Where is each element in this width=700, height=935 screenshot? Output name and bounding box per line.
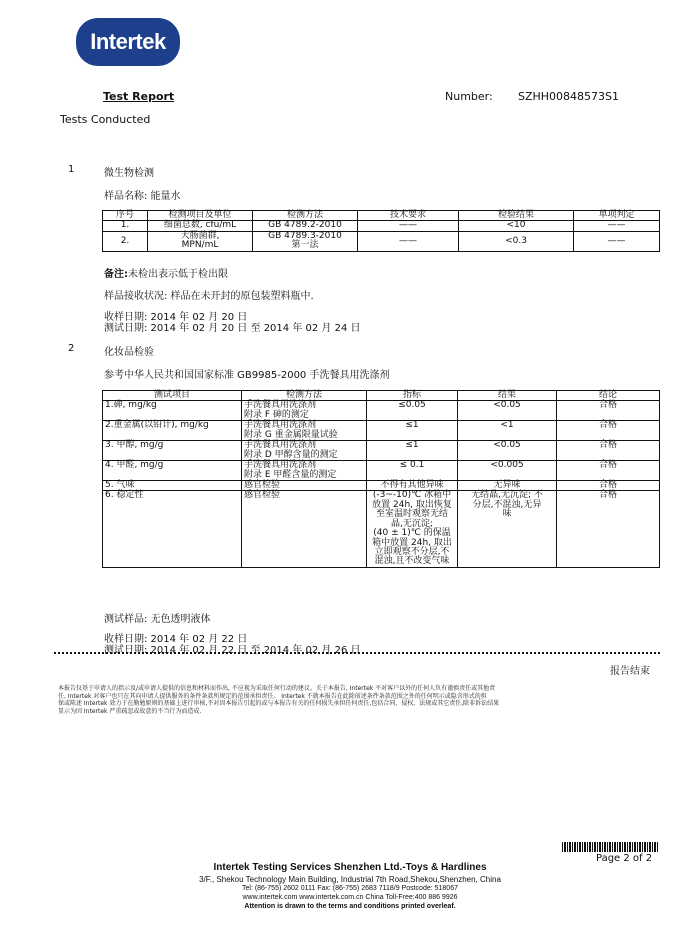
note-text: 未检出表示低于检出限 [128,269,228,280]
spec-line: 立即观察不分层,不 [374,547,450,557]
cell-spec: 不得有其他异味 [367,480,458,490]
col-method: 检测方法 [242,391,367,401]
footer-attention: Attention is drawn to the terms and conditions printed overleaf. [244,903,456,910]
cell-method [242,461,367,481]
end-of-report: 报告结束 [610,666,650,677]
cell-no: 1. [103,221,148,231]
tests-conducted: Tests Conducted [60,113,151,126]
cell-method-line: 附录 G 重金属限量试验 [244,429,338,440]
cell-method-line: 手洗餐具用洗涤剂 [244,420,317,431]
result-line: 味 [502,509,512,520]
cell-requirement: —— [358,221,459,231]
intertek-logo [76,18,180,66]
table-header-row [103,391,660,401]
section2-number: 2 [68,343,75,354]
result-line: 无结晶,无沉淀; 不 [471,490,543,501]
cell-method-line: 附录 F 砷的测定 [244,409,309,420]
cell-result: <1 [458,421,557,441]
cell-conclusion: 合格 [557,461,660,481]
cell-item-line: MPN/mL [181,240,219,251]
section2-receive-date: 收样日期: 2014 年 02 月 22 日 [104,634,248,645]
section1-receive-date: 收样日期: 2014 年 02 月 20 日 [104,312,248,323]
col-item: 检测项目及单位 [148,211,253,221]
cell-result: <10 [459,221,574,231]
cell-conclusion: 合格 [557,480,660,490]
report-title: Test Report [103,90,175,103]
section2-test-date: 测试日期: 2014 年 02 月 22 日 至 2014 年 02 月 26 日 [104,645,361,656]
col-requirement: 技术要求 [358,211,459,221]
cell-item: 细菌总数, cfu/mL [148,221,253,231]
col-spec: 指标 [367,391,458,401]
cell-item: 3. 甲醇, mg/g [103,441,242,461]
col-item: 测试项目 [103,391,242,401]
cell-judgement: —— [574,231,660,251]
cell-method-line: 附录 D 甲醇含量的测定 [244,449,338,460]
table-row [103,221,660,231]
table-row [103,401,660,421]
spec-line: 箱中放置 24h, 取出 [372,537,452,548]
disclaimer [58,685,658,715]
spec-line: 混浊,且不改变气味 [374,556,450,567]
cell-spec: ≤ 0.1 [367,461,458,481]
col-no: 序号 [103,211,148,221]
table-row [103,491,660,568]
cell-item-line: 大肠菌群, [180,230,220,241]
disclaimer-line: 本报告仅基于申请人的指示及/或申请人提供的信息和材料而作出, 不应视为采取任何行动的建议。关于本报告, Intertek 不对客户以外的任何人负有谨慎责任或其他责 [58,685,496,692]
barcode [562,842,658,852]
page-number: Page 2 of 2 [596,853,653,864]
cell-method [253,231,358,251]
cell-conclusion: 合格 [557,441,660,461]
cell-judgement: —— [574,221,660,231]
cell-method: 感官检验 [242,480,367,490]
cell-method [242,401,367,421]
cell-item: 6. 稳定性 [103,491,242,568]
footer-contact: Tel: (86-755) 2602 0111 Fax: (86-755) 2683 7118/9 Postcode: 518067 [242,885,458,892]
disclaimer-line: 保或陈述 Intertek 效力于在勤勉原则的基础上进行审核,不对因本报告引起的或与本报告有关的任何损失承担任何责任,包括合同、侵权、法规或其它责任,除非诉讼结果 [58,700,500,707]
section1-test-date: 测试日期: 2014 年 02 月 20 日 至 2014 年 02 月 24 日 [104,323,361,334]
cell-spec: ≤0.05 [367,401,458,421]
cell-no: 2. [103,231,148,251]
disclaimer-line: 任, Intertek 对客户也只在其向申请人提供服务的条件条款所规定的范围承担责任。 Intertek 不就本报告在此除前述条件条款范围之外的任何明示或隐含形式的担 [58,692,487,700]
cell-method-line: 手洗餐具用洗涤剂 [244,400,317,411]
section1-number: 1 [68,164,75,175]
number-label: Number: [445,90,493,103]
col-conclusion: 结论 [557,391,660,401]
col-result: 检验结果 [459,211,574,221]
cell-result: 无异味 [458,480,557,490]
spec-line: 晶,无沉淀; [391,518,433,529]
cell-result: <0.005 [458,461,557,481]
cell-item: 4. 甲醛, mg/g [103,461,242,481]
cell-item: 1.砷, mg/kg [103,401,242,421]
spec-line: 至室温时观察无结 [375,509,448,520]
number-value: SZHH00848573S1 [518,90,620,103]
table-row [103,441,660,461]
section2-title: 化妆品检验 [104,347,154,358]
cell-method [242,441,367,461]
cell-item [148,231,253,251]
spec-line: (40 ± 1)℃ 的保温 [373,528,451,539]
separator-line [54,652,660,657]
cell-item: 5. 气味 [103,480,242,490]
section1-note [104,265,228,280]
cell-result: <0.3 [459,231,574,251]
section1-sample-name: 样品名称: 能量水 [104,191,181,202]
microbiology-table [102,210,660,252]
col-judgement: 单项判定 [574,211,660,221]
note-label: 备注: [104,269,128,280]
test-sample: 测试样品: 无色透明液体 [104,614,211,625]
section2-reference: 参考中华人民共和国国家标准 GB9985-2000 手洗餐具用洗涤剂 [104,370,390,381]
cell-method-line: 第一法 [291,240,319,251]
cell-result: <0.05 [458,441,557,461]
cell-method [242,421,367,441]
cell-method-line: GB 4789.3-2010 [268,230,342,241]
result-line: 分层,不混浊,无异 [472,499,542,510]
cell-method-line: 附录 E 甲醛含量的测定 [244,469,337,480]
cell-method: GB 4789.2-2010 [253,221,358,231]
section1-title: 微生物检测 [104,168,154,179]
cell-spec: ≤1 [367,421,458,441]
col-result: 结果 [458,391,557,401]
spec-line: 放置 24h, 取出恢复 [372,499,452,510]
cell-spec: ≤1 [367,441,458,461]
cell-result: <0.05 [458,401,557,421]
table-row [103,421,660,441]
cell-item: 2.重金属(以铅计), mg/kg [103,421,242,441]
cell-method-line: 手洗餐具用洗涤剂 [244,460,317,471]
cell-result [458,491,557,568]
cell-spec [367,491,458,568]
cosmetics-table [102,390,660,568]
cell-method-line: 手洗餐具用洗涤剂 [244,440,317,451]
col-method: 检测方法 [253,211,358,221]
receipt-status: 样品接收状况: 样品在未开封的原包装塑料瓶中. [104,291,314,302]
cell-method: 感官检验 [242,491,367,568]
footer-company: Intertek Testing Services Shenzhen Ltd.-Toys & Hardlines [213,862,487,873]
cell-conclusion: 合格 [557,421,660,441]
logo-text: Intertek [90,29,166,54]
footer-address: 3/F., Shekou Technology Main Building, Industrial 7th Road,Shekou,Shenzhen, China [199,875,501,884]
footer-web: www.intertek.com www.intertek.com.cn China Toll-Free:400 886 9926 [242,894,458,901]
table-row [103,231,660,251]
table-row [103,461,660,481]
spec-line: (-3~-10)℃ 冰箱中 [372,490,452,501]
cell-conclusion: 合格 [557,491,660,568]
cell-requirement: —— [358,231,459,251]
cell-conclusion: 合格 [557,401,660,421]
disclaimer-line: 显示为因 Intertek 严重疏忽或故意的不当行为而造成. [58,707,202,715]
